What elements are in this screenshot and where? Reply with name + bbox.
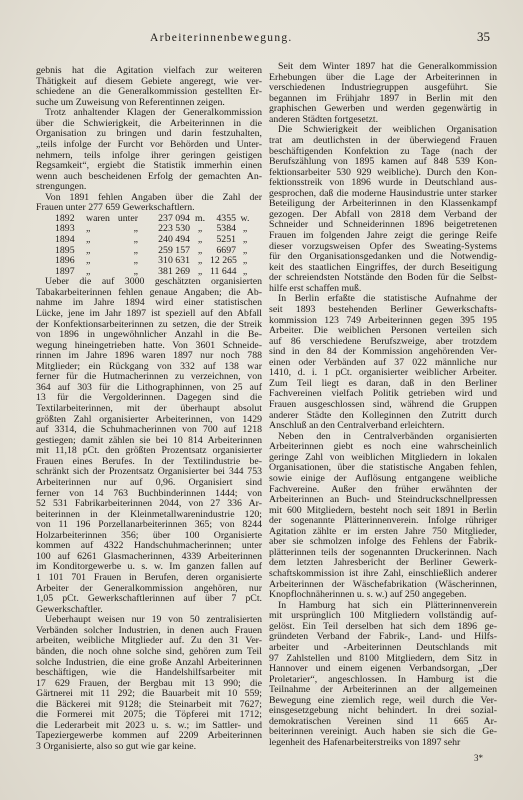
- text-line: gebnis hat die Agitation vielfach zur weiteren: [36, 65, 262, 76]
- paragraph: [269, 601, 497, 749]
- stat-year: 1894: [55, 234, 75, 245]
- text-line: nahme im Jahre 1894 wird einer statistischen: [36, 297, 262, 309]
- text-line: 1,05 pCt. Gewerkschaftlerinnen auf über 7 pCt.: [36, 593, 262, 605]
- text-line: arbeiter und -Arbeiterinnen Deutschlands mit: [269, 641, 497, 653]
- text-line: gestiegen; damit zählen sie bei 10 814 Arbeiterinnen: [36, 434, 262, 446]
- text-line: die Lederarbeit mit 2023 u. s. w.; im Sattler- und: [36, 719, 262, 731]
- text-line: seit 1893 bestehenden Berliner Gewerkschafts-: [269, 303, 497, 315]
- text-line: Erhebungen über die Lage der Arbeiterinnen in: [269, 71, 497, 83]
- stat-label: „ „: [86, 234, 138, 245]
- text-line: 3 Organisierte, also so gut wie gar keine.: [36, 741, 197, 752]
- text-line: Anschluß an den Centralverband erleichtern.: [269, 420, 445, 432]
- stat-men: 237 094: [158, 212, 190, 224]
- text-line: anderen Städten fortgesetzt.: [269, 113, 379, 125]
- text-line: Neben den in Centralverbänden organisierten: [278, 430, 497, 442]
- text-line: kommen auf 4322 Handschuhmacherinnen; unter: [36, 540, 262, 552]
- text-line: Fachvereine. Außer den früher erwähnten der: [269, 483, 497, 495]
- text-line: 1 101 701 Frauen in Berufen, deren organisierte: [36, 572, 262, 583]
- stat-men: 240 494: [158, 234, 190, 245]
- text-line: Arbeiter der Generalkommission angehören, nur: [36, 582, 262, 594]
- signature-mark: 3*: [474, 753, 483, 763]
- stat-label: „ „: [86, 265, 138, 277]
- text-line: gezogen. Der Abfall von 2818 dem Verband der: [269, 208, 497, 220]
- text-line: demokratischen Vereinen sind 11 665 Ar-: [269, 715, 497, 727]
- text-line: dem letzten Jahresbericht der Berliner Gewerk-: [269, 557, 497, 569]
- text-line: Frauen ausgeschlossen sind, während die Gruppen: [269, 399, 497, 410]
- text-line: arbeiten, weibliche Mitglieder auf. Zu den 31 Ver-: [36, 635, 262, 647]
- paragraph: [269, 125, 497, 294]
- stat-year: 1897: [55, 265, 75, 277]
- stat-men-unit: „: [197, 244, 203, 256]
- text-line: kommission 123 749 Arbeiterinnen gegen 395 195: [269, 314, 497, 326]
- text-line: größten Zahl organisierter Arbeiterinnen, von 1429: [36, 413, 262, 425]
- text-line: Ueberhaupt weisen nur 19 von 50 zentralisierten: [45, 614, 262, 626]
- stat-men: 381 269: [158, 265, 190, 277]
- text-line: 52 531 Fabrikarbeiterinnen 2044, von 27 336 Ar-: [36, 498, 262, 510]
- stat-men-unit: „: [197, 234, 203, 245]
- running-title: Arbeiterinnenbewegung.: [150, 32, 293, 44]
- text-line: Frauen unter 277 659 Gewerkschaftlern.: [36, 202, 195, 214]
- paragraph: [269, 432, 497, 601]
- text-line: schränkt sich der Prozentsatz Organisierter bei 344 753: [36, 466, 262, 478]
- stat-year: 1892: [55, 212, 75, 224]
- stat-men: 259 157: [158, 244, 190, 256]
- text-line: 13 für die Vergolderinnen. Dagegen sind die: [36, 392, 262, 404]
- text-line: aber sie schmolzen infolge des Fehlens der Fabrik-: [269, 536, 497, 548]
- text-line: gesprochen, daß die moderne Hausindustrie unter starker: [269, 187, 497, 199]
- left-column: [36, 66, 262, 753]
- paragraph: [269, 62, 497, 125]
- stat-men: 310 631: [158, 255, 190, 267]
- text-line: In Berlin erfaßte die statistische Aufnahme der: [278, 293, 497, 305]
- text-line: „teils infolge der Furcht vor Behörden und Unter-: [36, 138, 262, 150]
- paragraph: [36, 277, 262, 615]
- text-line: suche um Zuweisung von Referentinnen zeigen.: [36, 96, 225, 108]
- stat-men-unit: „: [197, 255, 203, 267]
- stat-women-unit: „: [242, 223, 248, 235]
- text-line: von 1896 in ungewöhnlicher Anzahl in die Be-: [36, 329, 262, 341]
- text-line: Frauen im folgenden Jahre zeigt die geringe Reife: [269, 230, 497, 241]
- stat-year: 1895: [55, 244, 75, 256]
- stat-men-unit: „: [197, 265, 203, 277]
- stat-label: „ „: [86, 244, 138, 256]
- text-line: fektionsarbeiter 530 929 weibliche). Durch den Kon-: [269, 166, 497, 178]
- stat-table-row: [36, 235, 262, 246]
- text-line: von 11 196 Porzellanarbeiterinnen 365; von 8244: [36, 519, 262, 531]
- text-line: Schneider und Schneiderinnen 1896 beigetretenen: [269, 219, 497, 231]
- text-line: schiedene an die Generalkommission gestellten Er-: [36, 86, 262, 98]
- text-line: Arbeiterinnen an Buch- und Steindruckschnellpressen: [269, 494, 497, 506]
- text-line: rinnen im Jahre 1896 waren 1897 nur noch 788: [36, 350, 262, 362]
- text-line: der Konfektionsarbeiterinnen zu setzen, die der Streik: [36, 318, 262, 330]
- text-line: Verbänden solcher Industrien, in denen auch Frauen: [36, 624, 262, 636]
- text-line: Organisationen, über die statistische Angaben fehlen,: [269, 462, 497, 474]
- stat-men-unit: m.: [194, 212, 206, 224]
- text-line: In Hamburg hat sich ein Plätterinnenverein: [278, 599, 497, 611]
- text-line: einsgesetzgebung nicht behindert. In drei sozial-: [269, 705, 497, 717]
- stat-women-unit: w.: [240, 212, 250, 224]
- stat-men: 223 530: [158, 223, 190, 235]
- text-line: Teilnahme der Arbeiterinnen an der allgemeinen: [269, 684, 497, 696]
- text-line: über die Schwierigkeit, die Arbeiterinnen in die: [36, 117, 262, 129]
- text-line: beiterinnen vereinigt. Auch haben sie sich die Ge-: [269, 726, 497, 738]
- text-line: 1410, d. i. 1 pCt. organisierter weiblicher Arbeiter.: [269, 367, 497, 379]
- right-column: [269, 62, 497, 749]
- stat-women-unit: „: [242, 244, 248, 256]
- text-line: Holzarbeiterinnen 356; über 100 Organisierte: [36, 529, 263, 541]
- text-line: Gewerkschaftler.: [36, 603, 103, 615]
- text-line: 100 auf 6261 Glasmacherinnen, 4339 Arbeiterinnen: [36, 550, 262, 562]
- text-line: im Konditorgewerbe u. s. w. Im ganzen fallen auf: [36, 561, 262, 573]
- text-line: ferner von 14 763 Buchbinderinnen 1444; von: [36, 487, 262, 499]
- stat-women: 12 265: [210, 255, 237, 267]
- text-line: der schreiendsten Notstände den Boden für die Selbst-: [269, 272, 497, 284]
- text-line: begannen im Frühjahr 1897 in Berlin mit den: [269, 92, 497, 104]
- text-line: sind in den 84 der Kommission angehörenden Ver-: [269, 346, 497, 358]
- text-line: keit des staatlichen Eingriffes, der durch Beseitigung: [269, 261, 497, 273]
- text-line: Von 1891 fehlen Angaben über die Zahl der: [45, 191, 262, 203]
- text-line: wegung hineingetrieben hatte. Von 3601 Schneide-: [36, 339, 262, 351]
- text-line: ferner für die Hutmacherinnen zu verzeichnen, von: [36, 371, 262, 383]
- text-line: Tapeziergewerbe kommen auf 2209 Arbeiterinnen: [36, 730, 262, 742]
- text-line: Trotz anhaltender Klagen der Generalkommission: [45, 107, 262, 119]
- stat-women: 6697: [216, 244, 236, 256]
- text-line: Organisation zu bringen und darin festzuhalten,: [36, 128, 262, 140]
- stat-women: 5251: [216, 234, 236, 245]
- text-line: schaftskommission ist ihre Zahl, einschließlich anderer: [269, 568, 497, 579]
- text-line: beschäftigenden Konfektion zu Tage (nach der: [269, 145, 497, 157]
- text-line: plätterinnen teils der sogenannten Druckerinnen. Nach: [269, 546, 497, 558]
- text-line: fektionsstreik von 1896 wurde in Deutschland aus-: [269, 177, 497, 189]
- text-line: Fachvereinen vielfach Politik getrieben wird und: [269, 388, 498, 400]
- text-line: trat am deutlichsten in der überwiegend Frauen: [269, 134, 497, 146]
- text-line: einen oder Verbänden auf 37 022 männliche nur: [269, 356, 497, 368]
- text-line: Seit dem Winter 1897 hat die Generalkommission: [278, 61, 497, 72]
- text-line: geringe Zahl von weiblichen Mitgliedern in lokalen: [269, 451, 497, 463]
- text-line: Arbeiter. Die weiblichen Personen verteilen sich: [269, 325, 497, 337]
- text-line: solche Industrien, die eine große Anzahl Arbeiterinnen: [36, 656, 262, 668]
- text-line: sowie einige der Auflösung entgangene weibliche: [269, 472, 498, 484]
- text-line: der sogenannte Plätterinnenverein. Infolge rühriger: [269, 515, 497, 527]
- text-line: Textilarbeiterinnen, mit der überhaupt absolut: [36, 403, 262, 414]
- text-line: Agitation zählte er im ersten Jahre 750 Mitglieder,: [269, 525, 497, 537]
- text-line: bänden, die noch ohne solche sind, gehören zum Teil: [36, 645, 262, 657]
- stat-year: 1893: [55, 223, 75, 235]
- text-line: verschiedenen Industriegruppen ausgeführt. Sie: [269, 82, 497, 94]
- stat-women-unit: „: [242, 234, 248, 245]
- text-line: beschäftigen, wie die Handelshilfsarbeiter mit: [36, 667, 262, 679]
- text-line: Frauen eines Berufes. In der Textilindustrie be-: [36, 455, 262, 467]
- text-line: Beteiligung der Arbeiterinnen in den Klassenkampf: [269, 198, 497, 210]
- text-line: Knopflochnäherinnen u. s. w.) auf 250 angegeben.: [269, 589, 467, 601]
- stat-year: 1896: [55, 255, 75, 267]
- text-line: Arbeiterinnen giebt es noch eine wahrscheinlich: [269, 441, 497, 453]
- text-line: hilfe erst schaffen muß.: [269, 282, 362, 294]
- text-line: Hannover und einem eigenen Verbandsorgan, „Der: [269, 663, 497, 675]
- text-line: für den Organisationsgedanken und die Notwendig-: [269, 251, 497, 263]
- text-line: 17 629 Frauen, der Bergbau mit 13 990; die: [36, 677, 262, 689]
- text-line: mit 11,18 pCt. den größten Prozentsatz organisierter: [36, 445, 262, 457]
- text-line: Bewegung eine ziemlich rege, weil durch die Ver-: [269, 694, 497, 706]
- text-line: 364 auf 303 für die Lithographinnen, von 25 auf: [36, 381, 262, 393]
- text-line: Gärtnerei mit 11 292; die Bauarbeit mit 10 559;: [36, 688, 262, 700]
- text-line: auf 3314, die Schuhmacherinnen von 700 auf 1218: [36, 424, 262, 436]
- text-line: strengungen.: [36, 181, 87, 193]
- text-line: Lücke, jene im Jahr 1897 ist speziell auf den Abfall: [36, 307, 262, 319]
- text-line: gelöst. Ein Teil derselben hat sich dem 1896 ge-: [269, 620, 497, 632]
- text-line: Die Schwierigkeit der weiblichen Organisation: [278, 124, 497, 136]
- text-line: Mitglieder; ein Rückgang von 332 auf 138 war: [36, 360, 262, 372]
- stat-women-unit: „: [242, 265, 248, 277]
- text-line: nehmern, teils infolge ihrer geringen geistigen: [36, 149, 262, 161]
- text-line: Tabakarbeiterinnen fehlen genaue Angaben; die Ab-: [36, 286, 262, 298]
- stat-women-unit: „: [242, 255, 248, 267]
- paragraph: [36, 108, 262, 193]
- page-number: 35: [477, 29, 490, 44]
- text-line: wenn auch bescheidenen Erfolg der gemachten An-: [36, 170, 262, 182]
- text-line: mit 600 Mitgliedern, besteht noch seit 1891 in Berlin: [269, 504, 497, 516]
- text-line: die Formerei mit 2075; die Töpferei mit 1712;: [36, 709, 262, 721]
- text-line: gründeten Verband der Fabrik-, Land- und Hilfs-: [269, 631, 498, 643]
- text-line: mit ursprünglich 100 Mitgliedern vollständig auf-: [269, 610, 497, 622]
- text-line: Regsamkeit“, ergiebt die Statistik immerhin einen: [36, 160, 262, 172]
- text-line: Thätigkeit auf diesem Gebiete angeregt, wie ver-: [36, 75, 262, 87]
- text-line: anderer Städte den Kolleginnen den Zutritt durch: [269, 409, 497, 421]
- text-line: Arbeiterinnen der Wäschefabrikation (Wäscherinnen,: [269, 578, 497, 590]
- paragraph: [36, 615, 262, 752]
- text-line: die Bäckerei mit 9128; die Steinarbeit mit 7627;: [36, 698, 262, 710]
- text-line: legenheit des Hafenarbeiterstreiks von 1897 sehr: [269, 737, 461, 748]
- text-line: graphischen Gewerben und werden gegenwärtig in: [269, 103, 497, 115]
- text-line: dieser vorzugsweisen Opfer des Sweating-Systems: [269, 240, 497, 252]
- paragraph: [269, 294, 497, 431]
- stat-women: 4355: [216, 212, 236, 224]
- text-line: Berufszählung von 1895 kamen auf 848 539 Kon-: [269, 156, 497, 168]
- stat-women: 11 644: [210, 265, 237, 277]
- stat-label: „ „: [86, 255, 138, 267]
- paragraph: [36, 193, 262, 214]
- text-line: 97 Zahlstellen und 8100 Mitgliedern, dem Sitz in: [269, 652, 497, 664]
- text-line: Zum Teil liegt es daran, daß in den Berliner: [269, 377, 497, 389]
- text-line: Arbeiterinnen nur auf 0,96. Organisiert sind: [36, 476, 262, 488]
- stat-label: „ „: [86, 223, 138, 235]
- stat-men-unit: „: [197, 223, 203, 235]
- text-line: auf 86 verschiedene Berufszweige, aber trotzdem: [269, 335, 498, 347]
- stat-label: waren unter: [86, 212, 138, 224]
- paragraph: [36, 66, 262, 108]
- stat-women: 5384: [216, 223, 236, 235]
- text-line: Proletarier“, angeschlossen. In Hamburg ist die: [269, 673, 497, 685]
- text-line: Ueber die auf 3000 geschätzten organisierten: [45, 276, 262, 288]
- statistics-table: [36, 214, 262, 277]
- text-line: beiterinnen in der Kleinmetallwarenindustrie 120;: [36, 508, 262, 520]
